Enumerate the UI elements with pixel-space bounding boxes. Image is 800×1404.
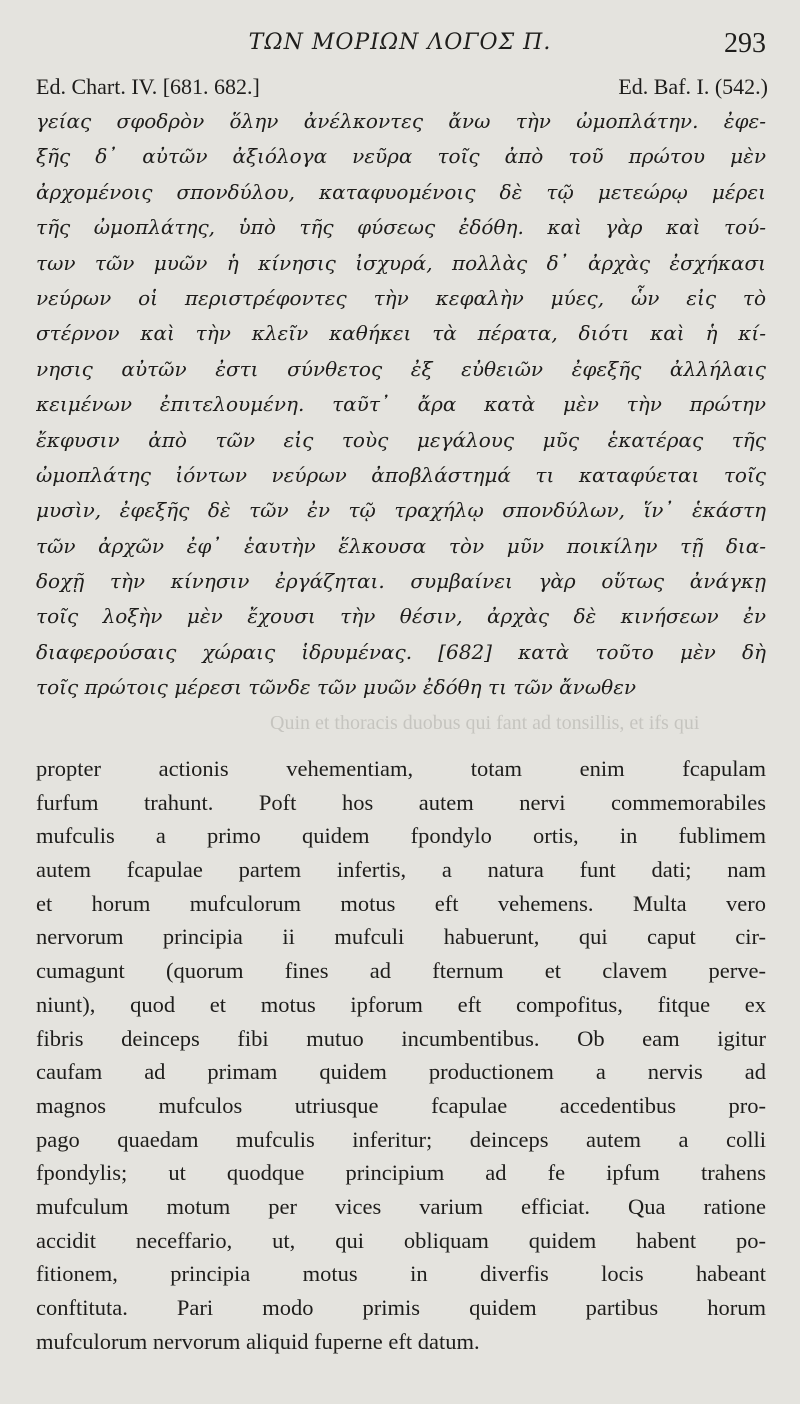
latin-line: fitionem, principia motus in diverfis locis habeant	[36, 1261, 766, 1287]
greek-line: τοῖς λοξὴν μὲν ἔχουσι τὴν θέσιν, ἀρχὰς δὲ κινήσεων ἐν	[36, 604, 766, 629]
page-number: 293	[724, 28, 766, 59]
greek-line: τοῖς πρώτοις μέρεσι τῶνδε τῶν μυῶν ἐδόθη τι τῶν ἄνωθεν	[36, 675, 637, 700]
latin-line: mufculis a primo quidem fpondylo ortis, in fublimem	[36, 823, 766, 849]
greek-line: ὠμοπλάτης ἰόντων νεύρων ἀποβλάστημά τι καταφύεται τοῖς	[36, 462, 766, 487]
greek-line: κειμένων ἐπιτελουμένη. ταῦτ᾽ ἄρα κατὰ μὲν τὴν πρώτην	[36, 392, 766, 417]
latin-line: niunt), quod et motus ipforum eft compofitus, fitque ex	[36, 991, 766, 1017]
latin-line: et horum mufculorum motus eft vehemens. Multa vero	[36, 890, 766, 916]
latin-line: propter actionis vehementiam, totam enim fcapulam	[36, 756, 766, 781]
greek-line: ἔκφυσιν ἀπὸ τῶν εἰς τοὺς μεγάλους μῦς ἑκατέρας τῆς	[36, 427, 766, 452]
latin-line: autem fcapulae partem infertis, a natura funt dati; nam	[36, 857, 766, 883]
greek-line: τῆς ὠμοπλάτης, ὑπὸ τῆς φύσεως ἐδόθη. καὶ γὰρ καὶ τού-	[36, 215, 766, 240]
greek-line: μυσὶν, ἐφεξῆς δὲ τῶν ἐν τῷ τραχήλῳ σπονδύλων, ἵν᾽ ἑκάστη	[36, 498, 766, 523]
latin-line: accidit neceffario, ut, qui obliquam quidem habent po-	[36, 1227, 766, 1253]
greek-line: ἀρχομένοις σπονδύλου, καταφυομένοις δὲ τῷ μετεώρῳ μέρει	[36, 179, 766, 204]
bleed-through-text: Quin et thoracis duobus qui fant ad tonsillis, et ifs qui	[270, 712, 700, 734]
edition-chartier: Ed. Chart. IV. [681. 682.]	[36, 74, 260, 99]
greek-line: των τῶν μυῶν ἡ κίνησις ἰσχυρά, πολλὰς δ᾽ ἀρχὰς ἐσχήκασι	[36, 250, 766, 275]
latin-line: fibris deinceps fibi mutuo incumbentibus. Ob eam igitur	[36, 1025, 766, 1051]
latin-line: mufculum motum per vices varium efficiat. Qua ratione	[36, 1193, 766, 1219]
greek-line: νησις αὐτῶν ἐστι σύνθετος ἐξ εὐθειῶν ἐφεξῆς ἀλλήλαις	[36, 356, 766, 381]
latin-line: cumagunt (quorum fines ad fternum et clavem perve-	[36, 958, 766, 984]
latin-line: caufam ad primam quidem productionem a nervis ad	[36, 1059, 766, 1085]
latin-line: fpondylis; ut quodque principium ad fe ipfum trahens	[36, 1160, 766, 1186]
greek-text-block	[36, 104, 766, 706]
greek-line: δοχῇ τὴν κίνησιν ἐργάζηται. συμβαίνει γὰρ οὕτως ἀνάγκῃ	[36, 569, 766, 594]
greek-line: ξῆς δ᾽ αὐτῶν ἀξιόλογα νεῦρα τοῖς ἀπὸ τοῦ πρώτου μὲν	[36, 144, 766, 169]
edition-basel: Ed. Baf. I. (542.)	[618, 74, 768, 99]
running-head	[0, 24, 800, 64]
running-title: ΤΩΝ ΜΟΡΙΩΝ ΛΟΓΟΣ Π.	[248, 30, 552, 55]
greek-line: στέρνον καὶ τὴν κλεῖν καθήκει τὰ πέρατα, διότι καὶ ἡ κί-	[36, 321, 766, 346]
latin-line: pago quaedam mufculis inferitur; deinceps autem a colli	[36, 1126, 766, 1152]
greek-line: τῶν ἀρχῶν ἐφ᾽ ἑαυτὴν ἕλκουσα τὸν μῦν ποικίλην τῇ δια-	[36, 533, 766, 558]
greek-line: νεύρων οἱ περιστρέφοντες τὴν κεφαλὴν μύες, ὧν εἰς τὸ	[36, 285, 766, 310]
latin-line: furfum trahunt. Poft hos autem nervi commemorabiles	[36, 789, 766, 815]
edition-references	[36, 74, 768, 102]
latin-line: nervorum principia ii mufculi habuerunt, qui caput cir-	[36, 924, 766, 950]
greek-line: διαφερούσαις χώραις ἱδρυμένας. [682] κατὰ τοῦτο μὲν δὴ	[36, 639, 766, 664]
latin-line: magnos mufculos utriusque fcapulae accedentibus pro-	[36, 1092, 766, 1118]
latin-line: mufculorum nervorum aliquid fuperne eft datum.	[36, 1328, 480, 1354]
latin-line: conftituta. Pari modo primis quidem partibus horum	[36, 1295, 766, 1320]
greek-line: γείας σφοδρὸν ὅλην ἀνέλκοντες ἄνω τὴν ὠμοπλάτην. ἐφε-	[36, 109, 766, 133]
latin-text-block	[36, 752, 766, 1358]
